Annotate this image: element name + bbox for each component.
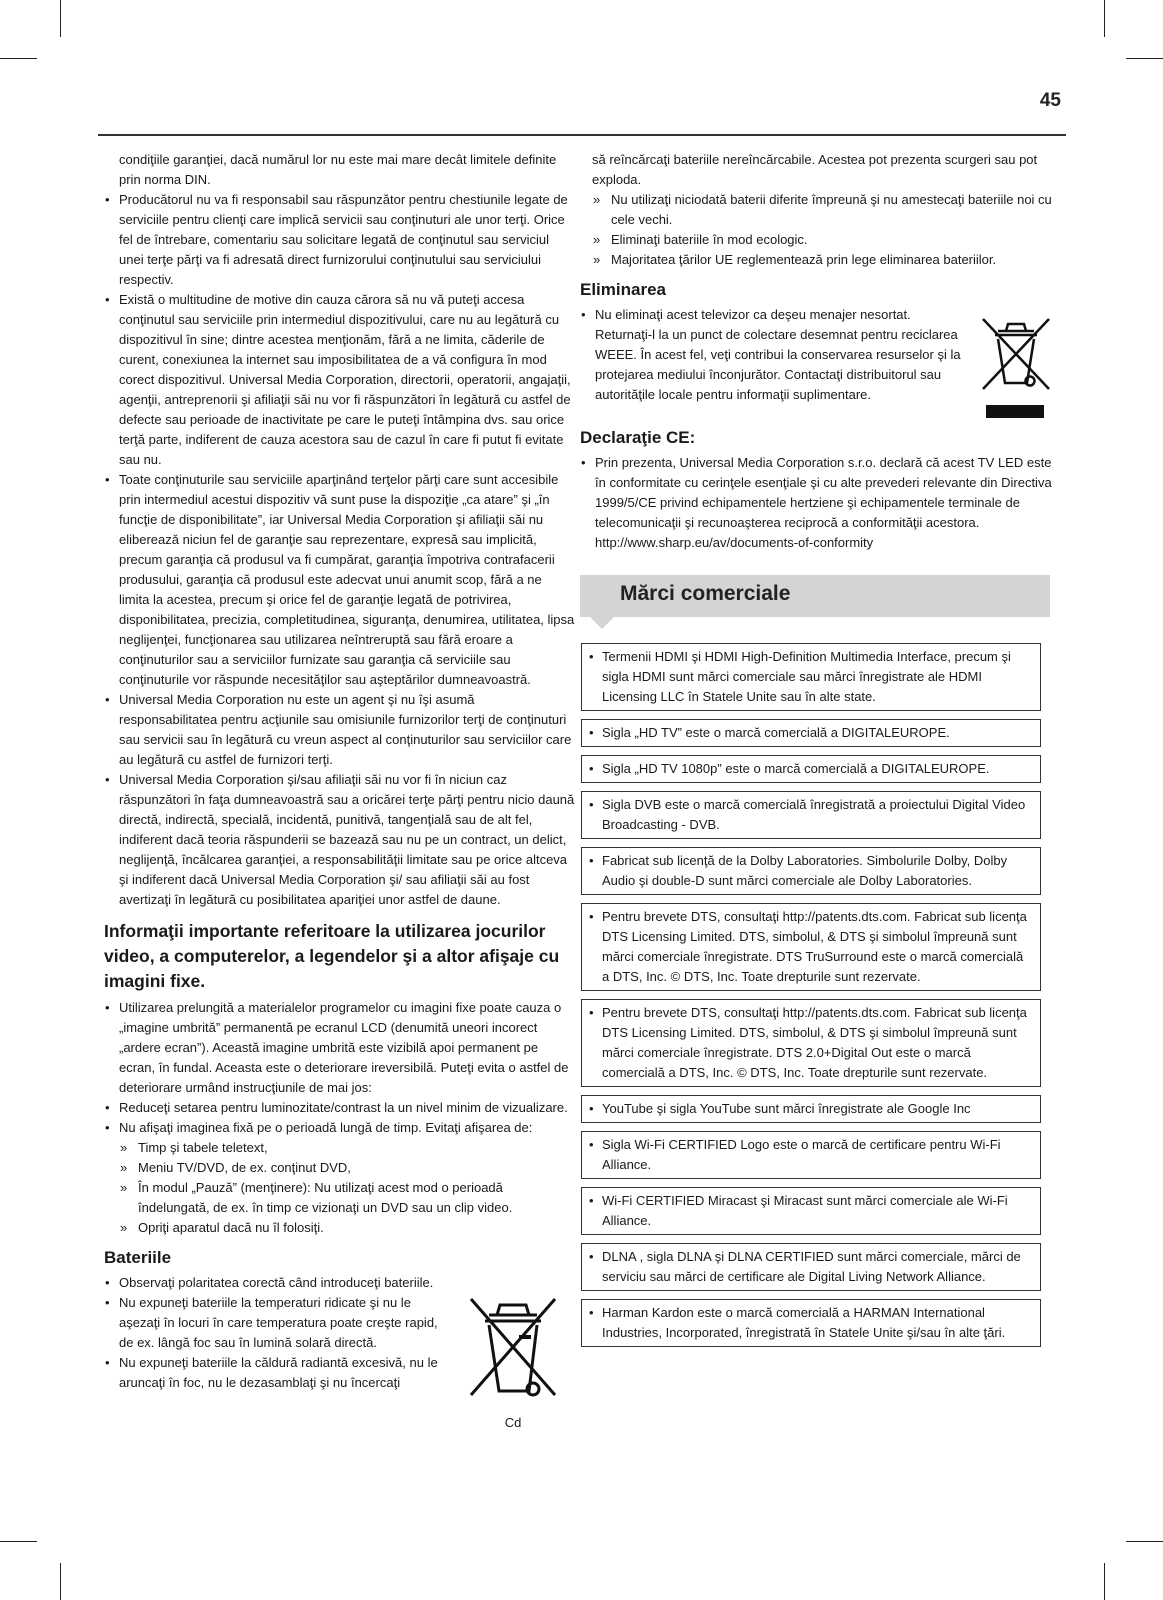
- crop-mark: [1126, 58, 1163, 59]
- video-list: [104, 998, 575, 1238]
- warranty-list: [104, 190, 575, 910]
- trademark-item: • Sigla DVB este o marcă comercială înregistrată a proiectului Digital Video Broadcasting - DVB.: [581, 791, 1041, 839]
- batteries-list: [104, 1273, 455, 1393]
- list-item: • Prin prezenta, Universal Media Corporation s.r.o. declară că acest TV LED este în conformitate cu cerinţele esenţiale şi cu alte prevederi relevante din Directiva 1999/5/CE privind echipamentele hertziene şi echipamentele terminale de telecomunicaţii şi recunoaşterea reciprocă a conformităţii acestora. http://www.sharp.eu/av/documents-of-conformity: [580, 453, 1060, 553]
- ce-heading: Declaraţie CE:: [580, 428, 696, 447]
- batteries-heading: Bateriile: [104, 1248, 172, 1267]
- list-item-text: Nu afişaţi imaginea fixă pe o perioadă lungă de timp. Evitaţi afişarea de:: [119, 1120, 533, 1135]
- trademarks-list: [592, 643, 1060, 1347]
- ce-list: [580, 453, 1060, 553]
- trademark-item: • Sigla Wi-Fi CERTIFIED Logo este o marcă de certificare pentru Wi-Fi Alliance.: [581, 1131, 1041, 1179]
- trademarks-banner: [580, 575, 1050, 617]
- sub-item: » Nu utilizaţi niciodată baterii diferite împreună şi nu amestecaţi bateriile noi cu cele vechi.: [577, 190, 1060, 230]
- trademark-item: • Termenii HDMI şi HDMI High-Definition Multimedia Interface, precum şi sigla HDMI sunt mărci comerciale sau mărci înregistrate ale HDMI Licensing LLC în Statele Unite sau în alte state.: [581, 643, 1041, 711]
- sub-item: » Timp şi tabele teletext,: [104, 1138, 575, 1158]
- crop-mark: [1104, 0, 1105, 37]
- weee-black-bar: [986, 405, 1044, 418]
- weee-symbol: [980, 317, 1052, 418]
- continued-text: să reîncărcaţi bateriile nereîncărcabile. Acestea pot prezenta scurgeri sau pot exploda.: [592, 152, 1038, 187]
- trademark-item: • Pentru brevete DTS, consultaţi http://patents.dts.com. Fabricat sub licenţa DTS Licensing Limited. DTS, simbolul, & DTS şi simbolul împreună sunt mărci comerciale înregistrate. DTS 2.0+Digital Out este o marcă comercială a DTS, Inc. © DTS, Inc. Toate drepturile sunt rezervate.: [581, 999, 1041, 1087]
- crop-mark: [1126, 1541, 1163, 1542]
- banner-arrow: [590, 617, 614, 629]
- page-number: 45: [1039, 90, 1061, 111]
- crop-mark: [60, 0, 61, 37]
- list-item: • Universal Media Corporation nu este un agent şi nu îşi asumă responsabilitatea pentru acţiunile sau omisiunile furnizorilor terţi de conţinuturi sau servicii sau în legătură cu vreun aspect al conţinuturilor sau serviciilor care au legătură cu astfel de furnizori terţi.: [104, 690, 575, 770]
- trademark-item: • Harman Kardon este o marcă comercială a HARMAN International Industries, Incorporated, înregistrată în Statele Unite şi/sau în alte ţări.: [581, 1299, 1041, 1347]
- trademark-item: • Sigla „HD TV 1080p” este o marcă comercială a DIGITALEUROPE.: [581, 755, 1041, 783]
- trademark-item: • Sigla „HD TV” este o marcă comercială a DIGITALEUROPE.: [581, 719, 1041, 747]
- trademark-item: • Pentru brevete DTS, consultaţi http://patents.dts.com. Fabricat sub licenţa DTS Licensing Limited. DTS, simbolul, & DTS şi simbolul împreună sunt mărci comerciale înregistrate. DTS TruSurround este o marcă comercială a DTS, Inc. © DTS, Inc. Toate drepturile sunt rezervate.: [581, 903, 1041, 991]
- list-item: • Nu eliminaţi acest televizor ca deşeu menajer nesortat. Returnaţi-l la un punct de colectare desemnat pentru reciclarea WEEE. În acest fel, veţi contribui la conservarea resurselor şi la protejarea mediului înconjurător. Contactaţi distribuitorul sau autorităţile locale pentru informaţii suplimentare.: [580, 305, 970, 405]
- batteries-block: [104, 1273, 575, 1433]
- crop-mark: [0, 58, 37, 59]
- list-item: • Nu expuneţi bateriile la căldură radiantă excesivă, nu le aruncaţi în foc, nu le dezasamblaţi şi nu încercaţi: [104, 1353, 455, 1393]
- intro-text: condiţiile garanţiei, dacă numărul lor nu este mai mare decât limitele definite prin norma DIN.: [119, 152, 557, 187]
- list-item: • Toate conţinuturile sau serviciile aparţinând terţelor părţi care sunt accesibile prin intermediul acestui dispozitiv vă sunt puse la dispoziţie „ca atare” şi „în funcţie de disponibilitate”, iar Universal Media Corporation şi afiliaţii săi nu elibereazǎ niciun fel de garanţie sau reprezentare, expresă sau implicită, precum garanţia că produsul va fi cumpărat, garanţia împotriva contrafacerii produsului, garanţia că produsul este adecvat unui anumit scop, fără a ne limita la acestea, precum şi orice fel de garanţie legată de potrivirea, disponibilitatea, precizia, completitudinea, siguranţa, denumirea, utilitatea, lipsa neglijenţei, funcţionarea sau utilizarea neîntreruptă sau fără eroare a conţinuturilor sau a serviciilor furnizate sau garanţia că serviciile sau conţinuturile vor răspunde necesităţilor sau aşteptărilor dumneavoastră.: [104, 470, 575, 690]
- list-item: • Producătorul nu va fi responsabil sau răspunzător pentru chestiunile legate de serviciile pentru clienţi care implică servicii sau conţinuturi ale unor terţi. Orice fel de întrebare, comentariu sau solicitare legată de conţinutul sau serviciul unei terţe părţi va fi adresată direct furnizorului conţinutului sau serviciului respectiv.: [104, 190, 575, 290]
- left-column: [104, 150, 575, 1433]
- list-item: • Reduceţi setarea pentru luminozitate/contrast la un nivel minim de vizualizare.: [104, 1098, 575, 1118]
- trademark-item: • Fabricat sub licenţă de la Dolby Laboratories. Simbolurile Dolby, Dolby Audio şi double-D sunt mărci comerciale ale Dolby Laboratories.: [581, 847, 1041, 895]
- header-rule: [98, 134, 1066, 136]
- trademark-item: • DLNA , sigla DLNA şi DLNA CERTIFIED sunt mărci comerciale, mărci de serviciu sau mărci de certificare ale Digital Living Network Alliance.: [581, 1243, 1041, 1291]
- right-column: [580, 150, 1060, 1355]
- sub-item: » Meniu TV/DVD, de ex. conţinut DVD,: [104, 1158, 575, 1178]
- disposal-list: [580, 305, 970, 405]
- video-sub-list: [104, 1138, 575, 1238]
- list-item: • Observaţi polaritatea corectă când introduceţi bateriile.: [104, 1273, 455, 1293]
- list-item: • Utilizarea prelungită a materialelor programelor cu imagini fixe poate cauza o „imagine umbrită” permanentă pe ecranul LCD (denumită uneori incorect „ardere ecran”). Această imagine umbrită este vizibilă apoi permanent pe ecran, în fundal. Aceasta este o deteriorare ireversibilă. Puteţi evita o astfel de deteriorare urmând instrucţiunile de mai jos:: [104, 998, 575, 1098]
- list-item: [104, 1118, 575, 1238]
- disposal-heading: Eliminarea: [580, 280, 666, 299]
- sub-item: » Eliminaţi bateriile în mod ecologic.: [577, 230, 1060, 250]
- list-item: • Universal Media Corporation şi/sau afiliaţii săi nu vor fi în niciun caz răspunzători în faţa dumneavoastră sau a oricărei terţe părţi pentru nicio daună directă, indirectă, specială, incidentă, punitivă, tangenţială sau de alt fel, indiferent dacă teoria răspunderii se bazează sau nu pe un contract, un delict, neglijenţă, încălcarea garanţiei, a responsabilităţii limitate sau pe orice altceva şi indiferent dacă Universal Media Corporation şi/ sau afiliaţii săi au fost avertizaţi în legătură cu posibilitatea apariţiei unor astfel de daune.: [104, 770, 575, 910]
- trademarks-title: Mărci comerciale: [620, 582, 791, 605]
- battery-sub-list: [577, 190, 1060, 270]
- disposal-block: [580, 305, 1060, 418]
- video-heading: Informaţii importante referitoare la utilizarea jocurilor video, a computerelor, a legendelor şi a altor afişaje cu imagini fixe.: [104, 921, 560, 991]
- crossed-out-wheelie-bin-icon: [980, 317, 1052, 391]
- trademark-item: • YouTube şi sigla YouTube sunt mărci înregistrate ale Google Inc: [581, 1095, 1041, 1123]
- battery-disposal-symbol: [465, 1295, 561, 1433]
- sub-item: » În modul „Pauză” (menţinere): Nu utilizaţi acest mod o perioadă îndelungată, de ex. în timp ce vizionaţi un DVD sau un clip video.: [104, 1178, 575, 1218]
- sub-item: » Opriţi aparatul dacă nu îl folosiţi.: [104, 1218, 575, 1238]
- crossed-out-wheelie-bin-icon: [467, 1295, 559, 1405]
- list-item: • Nu expuneţi bateriile la temperaturi ridicate şi nu le aşezaţi în locuri în care temperatura poate creşte rapid, de ex. lângă foc sau în lumină solară directă.: [104, 1293, 455, 1353]
- trademark-item: • Wi-Fi CERTIFIED Miracast şi Miracast sunt mărci comerciale ale Wi-Fi Alliance.: [581, 1187, 1041, 1235]
- sub-item: » Majoritatea ţărilor UE reglementează prin lege eliminarea bateriilor.: [577, 250, 1060, 270]
- crop-mark: [0, 1541, 37, 1542]
- crop-mark: [60, 1563, 61, 1600]
- cd-label: Cd: [504, 1415, 522, 1430]
- list-item: • Există o multitudine de motive din cauza cărora să nu vă puteţi accesa conţinutul sau serviciile prin intermediul dispozitivului, care nu au legătură cu dispozitivul în sine; dintre acestea menţionăm, fără a ne limita, căderile de curent, conexiunea la internet sau imposibilitatea de a vă configura în mod corect dispozitivul. Universal Media Corporation, directorii, operatorii, angajaţii, agenţii, antreprenorii şi afiliaţii săi nu vor fi răspunzători în legătură cu astfel de defecte sau perioade de inactivitate pe care le puteţi întâmpina dvs. sau orice terţă parte, indiferent de cauza acestora sau de cazul în care fi putut fi evitate sau nu.: [104, 290, 575, 470]
- crop-mark: [1104, 1563, 1105, 1600]
